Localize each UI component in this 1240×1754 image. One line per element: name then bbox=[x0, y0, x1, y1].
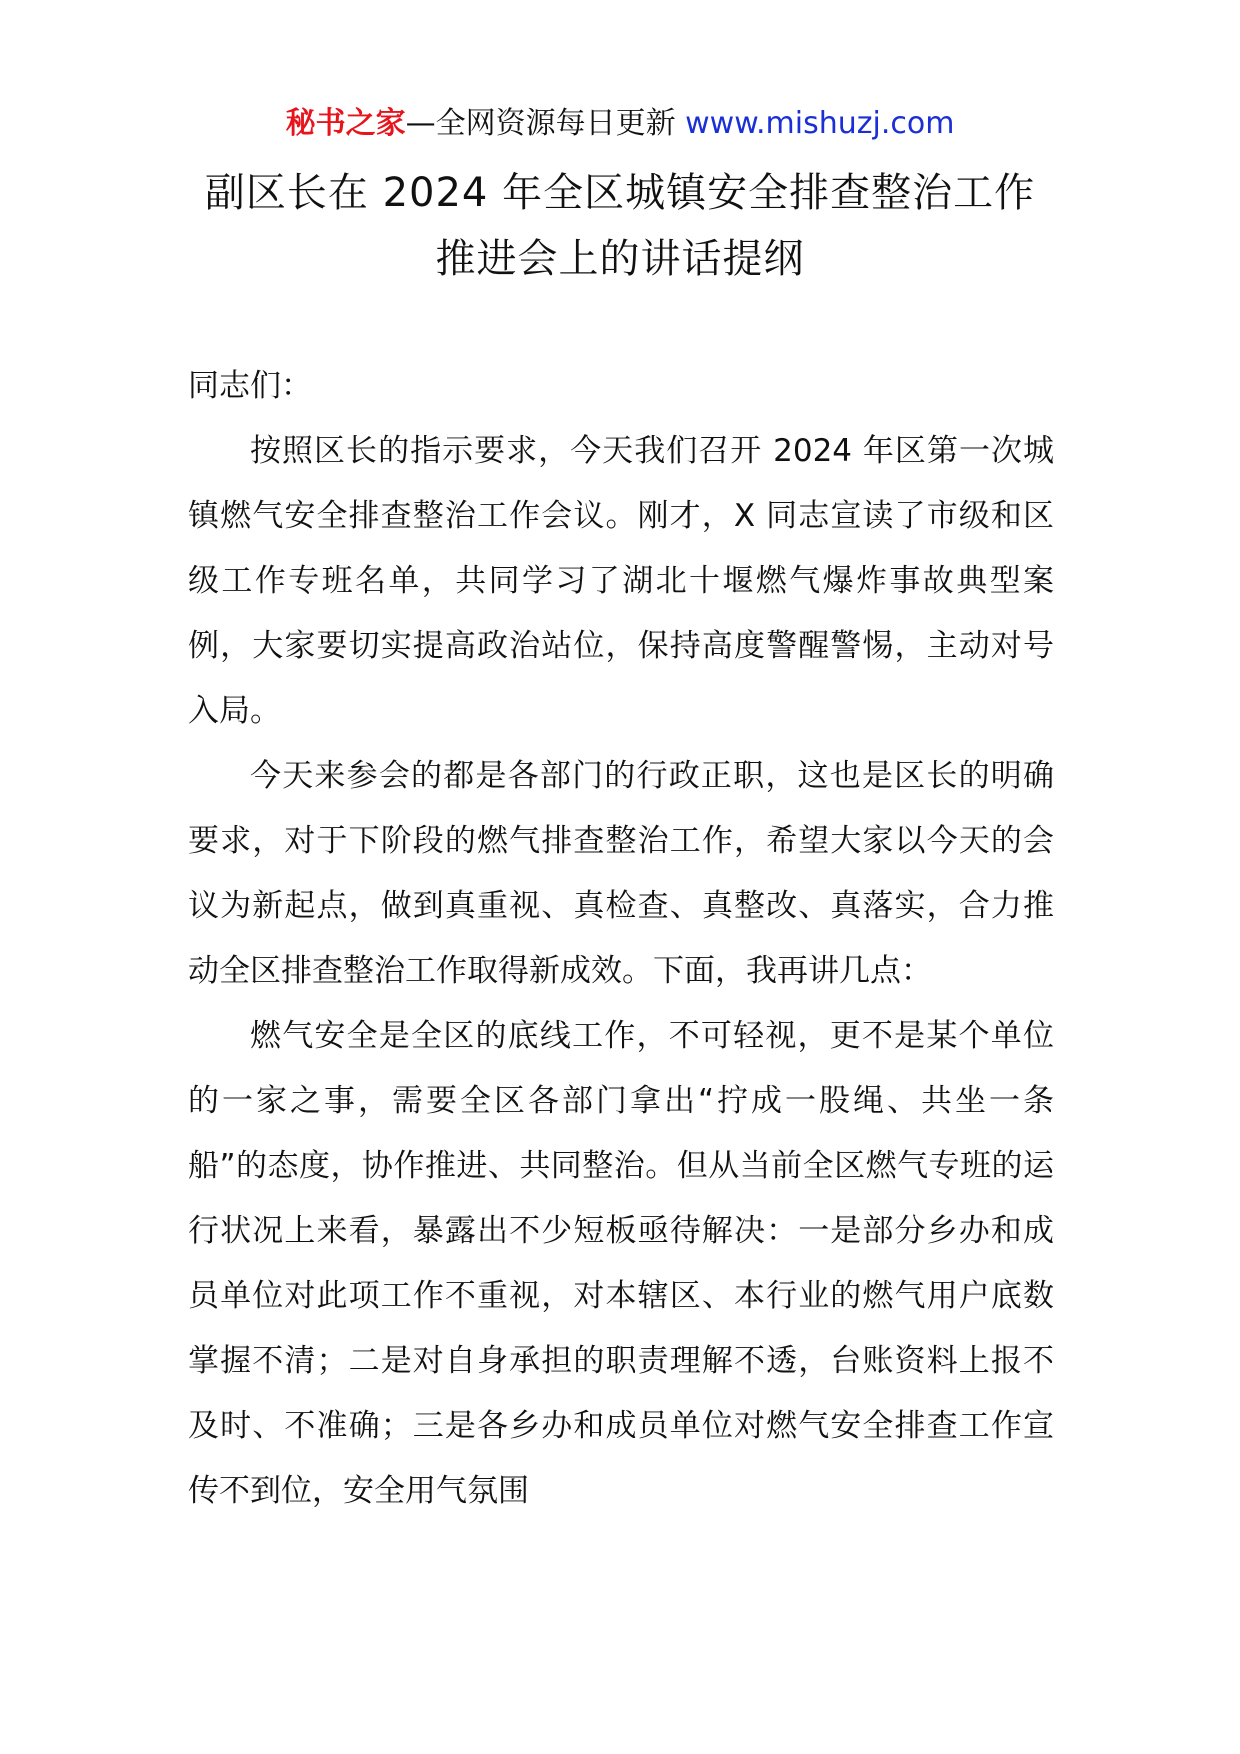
site-url-link[interactable]: www.mishuzj.com bbox=[685, 106, 955, 141]
title-line-2: 推进会上的讲话提纲 bbox=[435, 236, 805, 282]
document-title bbox=[0, 160, 1240, 292]
site-brand: 秘书之家 bbox=[285, 106, 406, 141]
body-paragraph-2: 今天来参会的都是各部门的行政正职，这也是区长的明确要求，对于下阶段的燃气排查整治工作，希望大家以今天的会议为新起点，做到真重视、真检查、真整改、真落实，合力推动全区排查整治工作取得新成效。下面，我再讲几点： bbox=[188, 758, 1054, 989]
document-body bbox=[188, 354, 1054, 1524]
title-line-1: 副区长在 2024 年全区城镇安全排查整治工作 bbox=[204, 170, 1036, 216]
body-paragraph-1: 按照区长的指示要求，今天我们召开 2024 年区第一次城镇燃气安全排查整治工作会议。刚才，X 同志宣读了市级和区级工作专班名单，共同学习了湖北十堰燃气爆炸事故典型案例，大家要切实提高政治站位，保持高度警醒警惕，主动对号入局。 bbox=[188, 433, 1054, 729]
site-banner bbox=[0, 100, 1240, 148]
site-slogan: —全网资源每日更新 bbox=[405, 106, 686, 141]
salutation: 同志们： bbox=[188, 368, 312, 404]
body-paragraph-3: 燃气安全是全区的底线工作，不可轻视，更不是某个单位的一家之事，需要全区各部门拿出“拧成一股绳、共坐一条船”的态度，协作推进、共同整治。但从当前全区燃气专班的运行状况上来看，暴露出不少短板亟待解决：一是部分乡办和成员单位对此项工作不重视，对本辖区、本行业的燃气用户底数掌握不清；二是对自身承担的职责理解不透，台账资料上报不及时、不准确；三是各乡办和成员单位对燃气安全排查工作宣传不到位，安全用气氛围 bbox=[188, 1018, 1054, 1509]
